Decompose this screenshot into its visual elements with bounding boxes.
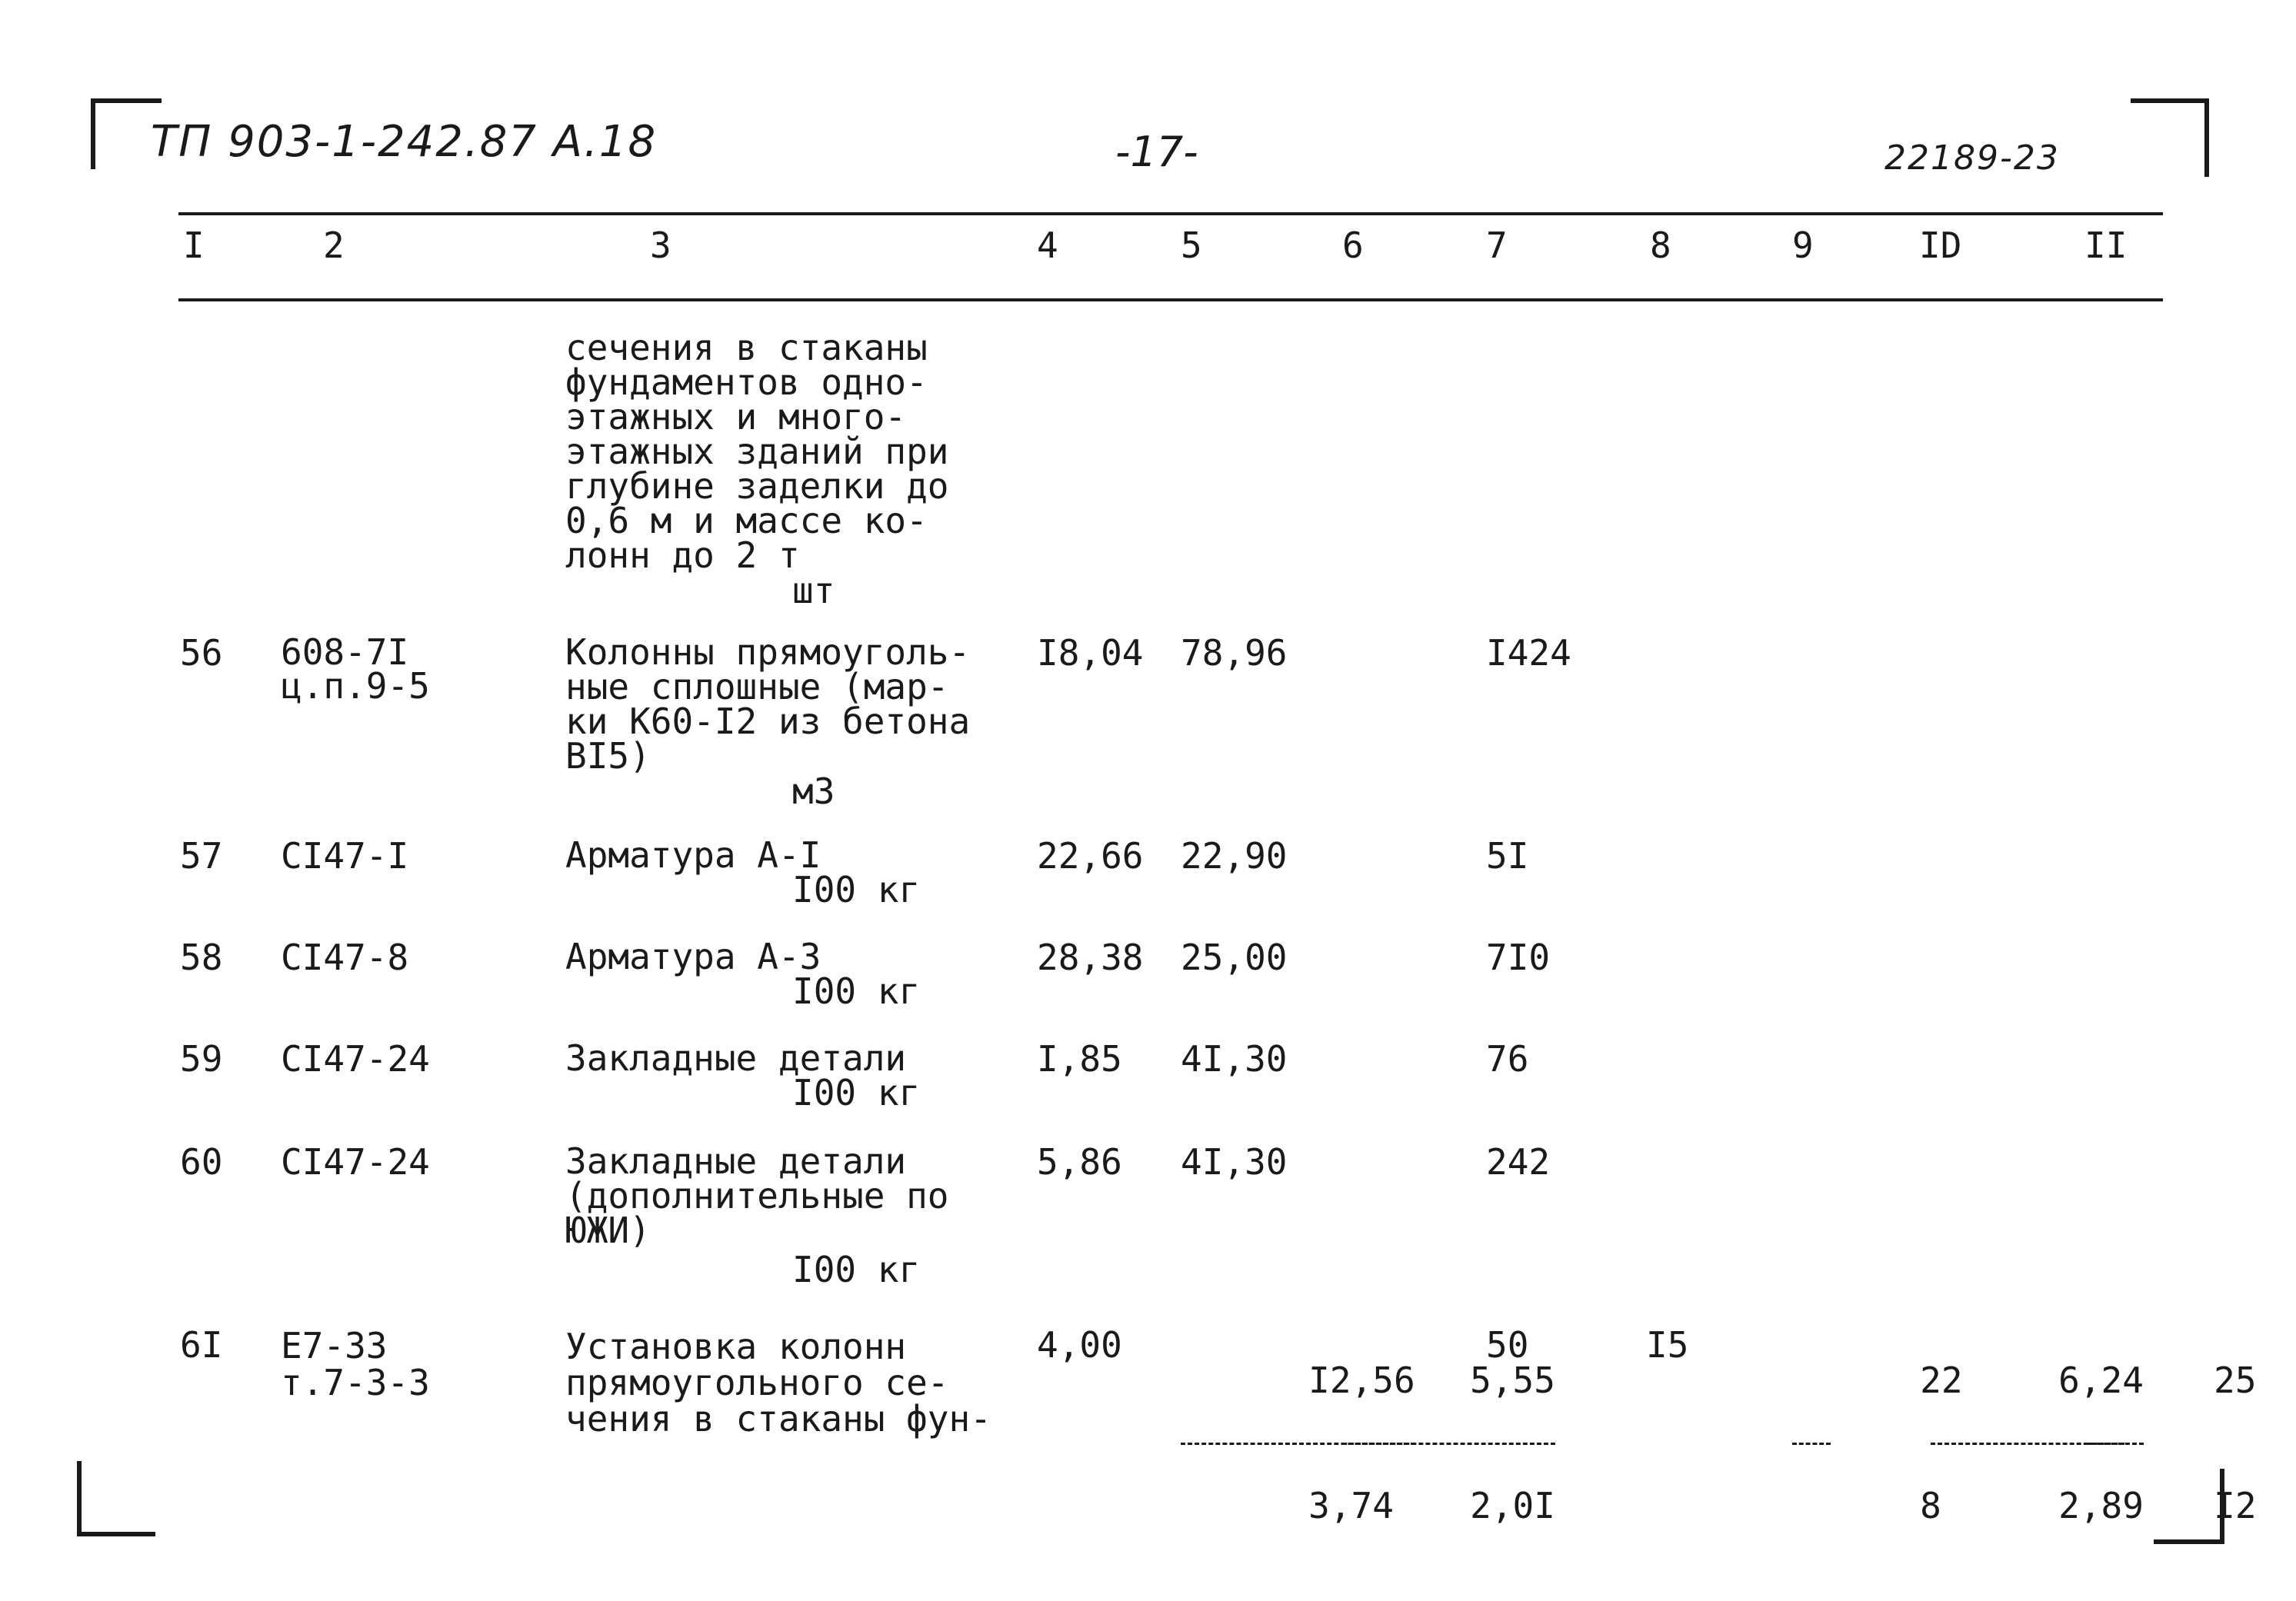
row-number: 57 (180, 835, 223, 877)
row-value-col8: I5 (1646, 1324, 1689, 1366)
row-description: Закладные детали (дополнительные по ЮЖИ) (565, 1140, 949, 1251)
row-value-col5: 4I,30 (1181, 1038, 1288, 1080)
row-description: Закладные детали (565, 1037, 907, 1079)
row-description: Арматура А-I (565, 834, 821, 876)
row-value-col4: I8,04 (1037, 632, 1144, 674)
column-header-4: 4 (1037, 225, 1058, 266)
header-rule-top (178, 212, 2163, 215)
fraction-denominator: 2,89 (2058, 1485, 2144, 1526)
column-header-3: 3 (650, 225, 671, 266)
row-description: Арматура А-3 (565, 936, 821, 977)
column-header-6: 6 (1342, 225, 1364, 266)
fraction-denominator: 2,0I (1470, 1485, 1555, 1526)
row-value-col5: 4I,30 (1181, 1141, 1288, 1183)
fraction-numerator: 6,24 (2058, 1360, 2144, 1401)
row-value-col5: 25,00 (1181, 937, 1288, 978)
row-code: CI47-24 (281, 1141, 430, 1183)
column-header-1: I (183, 225, 205, 266)
row-code: CI47-24 (281, 1038, 430, 1080)
row-value-col7: 7I0 (1486, 937, 1551, 978)
fraction-numerator: 25 (2214, 1360, 2257, 1401)
fraction-denominator: 3,74 (1308, 1485, 1394, 1526)
row-code: CI47-I (281, 835, 409, 877)
row-code: Е7-33 т.7-3-3 (281, 1325, 430, 1403)
row-value-col5: 22,90 (1181, 835, 1288, 877)
continuation-description: сечения в стаканы фундаментов одно- этажных и много- этажных зданий при глубине заделки до 0,6 м и массе ко- лонн до 2 т (565, 327, 949, 576)
row-value-col4: 4,00 (1037, 1324, 1122, 1366)
fraction-numerator: 22 (1920, 1360, 1963, 1401)
fraction-numerator: 5,55 (1470, 1360, 1555, 1401)
row-value-col7: 50 (1486, 1324, 1529, 1366)
row-code: CI47-8 (281, 937, 409, 978)
row-value-col4: 22,66 (1037, 835, 1144, 877)
header-rule-bottom (178, 298, 2163, 301)
column-header-2: 2 (323, 225, 345, 266)
column-header-8: 8 (1650, 225, 1671, 266)
row-value-col5: 78,96 (1181, 632, 1288, 674)
row-unit: м3 (792, 771, 835, 812)
fraction-col11 (2086, 1327, 2257, 1559)
registration-number: 22189-23 (1884, 138, 2060, 178)
row-value-col4: 5,86 (1037, 1141, 1122, 1183)
column-header-7: 7 (1486, 225, 1508, 266)
row-value-col4: 28,38 (1037, 937, 1144, 978)
row-value-col4: I,85 (1037, 1038, 1122, 1080)
row-unit: I00 кг (792, 869, 921, 910)
row-number: 6I (180, 1324, 223, 1366)
column-header-5: 5 (1181, 225, 1202, 266)
corner-mark-bottom-left (77, 1461, 155, 1536)
row-number: 59 (180, 1038, 223, 1080)
continuation-unit: шт (792, 570, 835, 611)
row-number: 60 (180, 1141, 223, 1183)
page-number: -17- (1115, 128, 1198, 176)
column-header-11: II (2084, 225, 2128, 266)
row-number: 56 (180, 632, 223, 674)
fraction-denominator: I2 (2214, 1485, 2257, 1526)
row-unit: I00 кг (792, 1072, 921, 1113)
column-header-9: 9 (1792, 225, 1814, 266)
fraction-bar (1792, 1443, 1831, 1445)
row-value-col7: 76 (1486, 1038, 1529, 1080)
row-unit: I00 кг (792, 1249, 921, 1290)
document-code: ТП 903-1-242.87 А.18 (151, 117, 658, 167)
row-description: Установка колонн прямоугольного се- чения в стаканы фун- (565, 1326, 991, 1440)
row-value-col7: I424 (1486, 632, 1571, 674)
fraction-bar (1342, 1443, 1555, 1445)
row-value-col7: 242 (1486, 1141, 1551, 1183)
corner-mark-top-right (2131, 98, 2209, 177)
row-unit: I00 кг (792, 970, 921, 1012)
fraction-numerator: I2,56 (1308, 1360, 1415, 1401)
row-description: Колонны прямоуголь- ные сплошные (мар- ки К60-I2 из бетона ВI5) (565, 631, 971, 777)
row-number: 58 (180, 937, 223, 978)
column-header-10: ID (1919, 225, 1962, 266)
row-value-col7: 5I (1486, 835, 1529, 877)
row-code: 608-7I ц.п.9-5 (281, 631, 430, 707)
fraction-bar (2086, 1443, 2124, 1445)
fraction-denominator: 8 (1920, 1485, 1941, 1526)
